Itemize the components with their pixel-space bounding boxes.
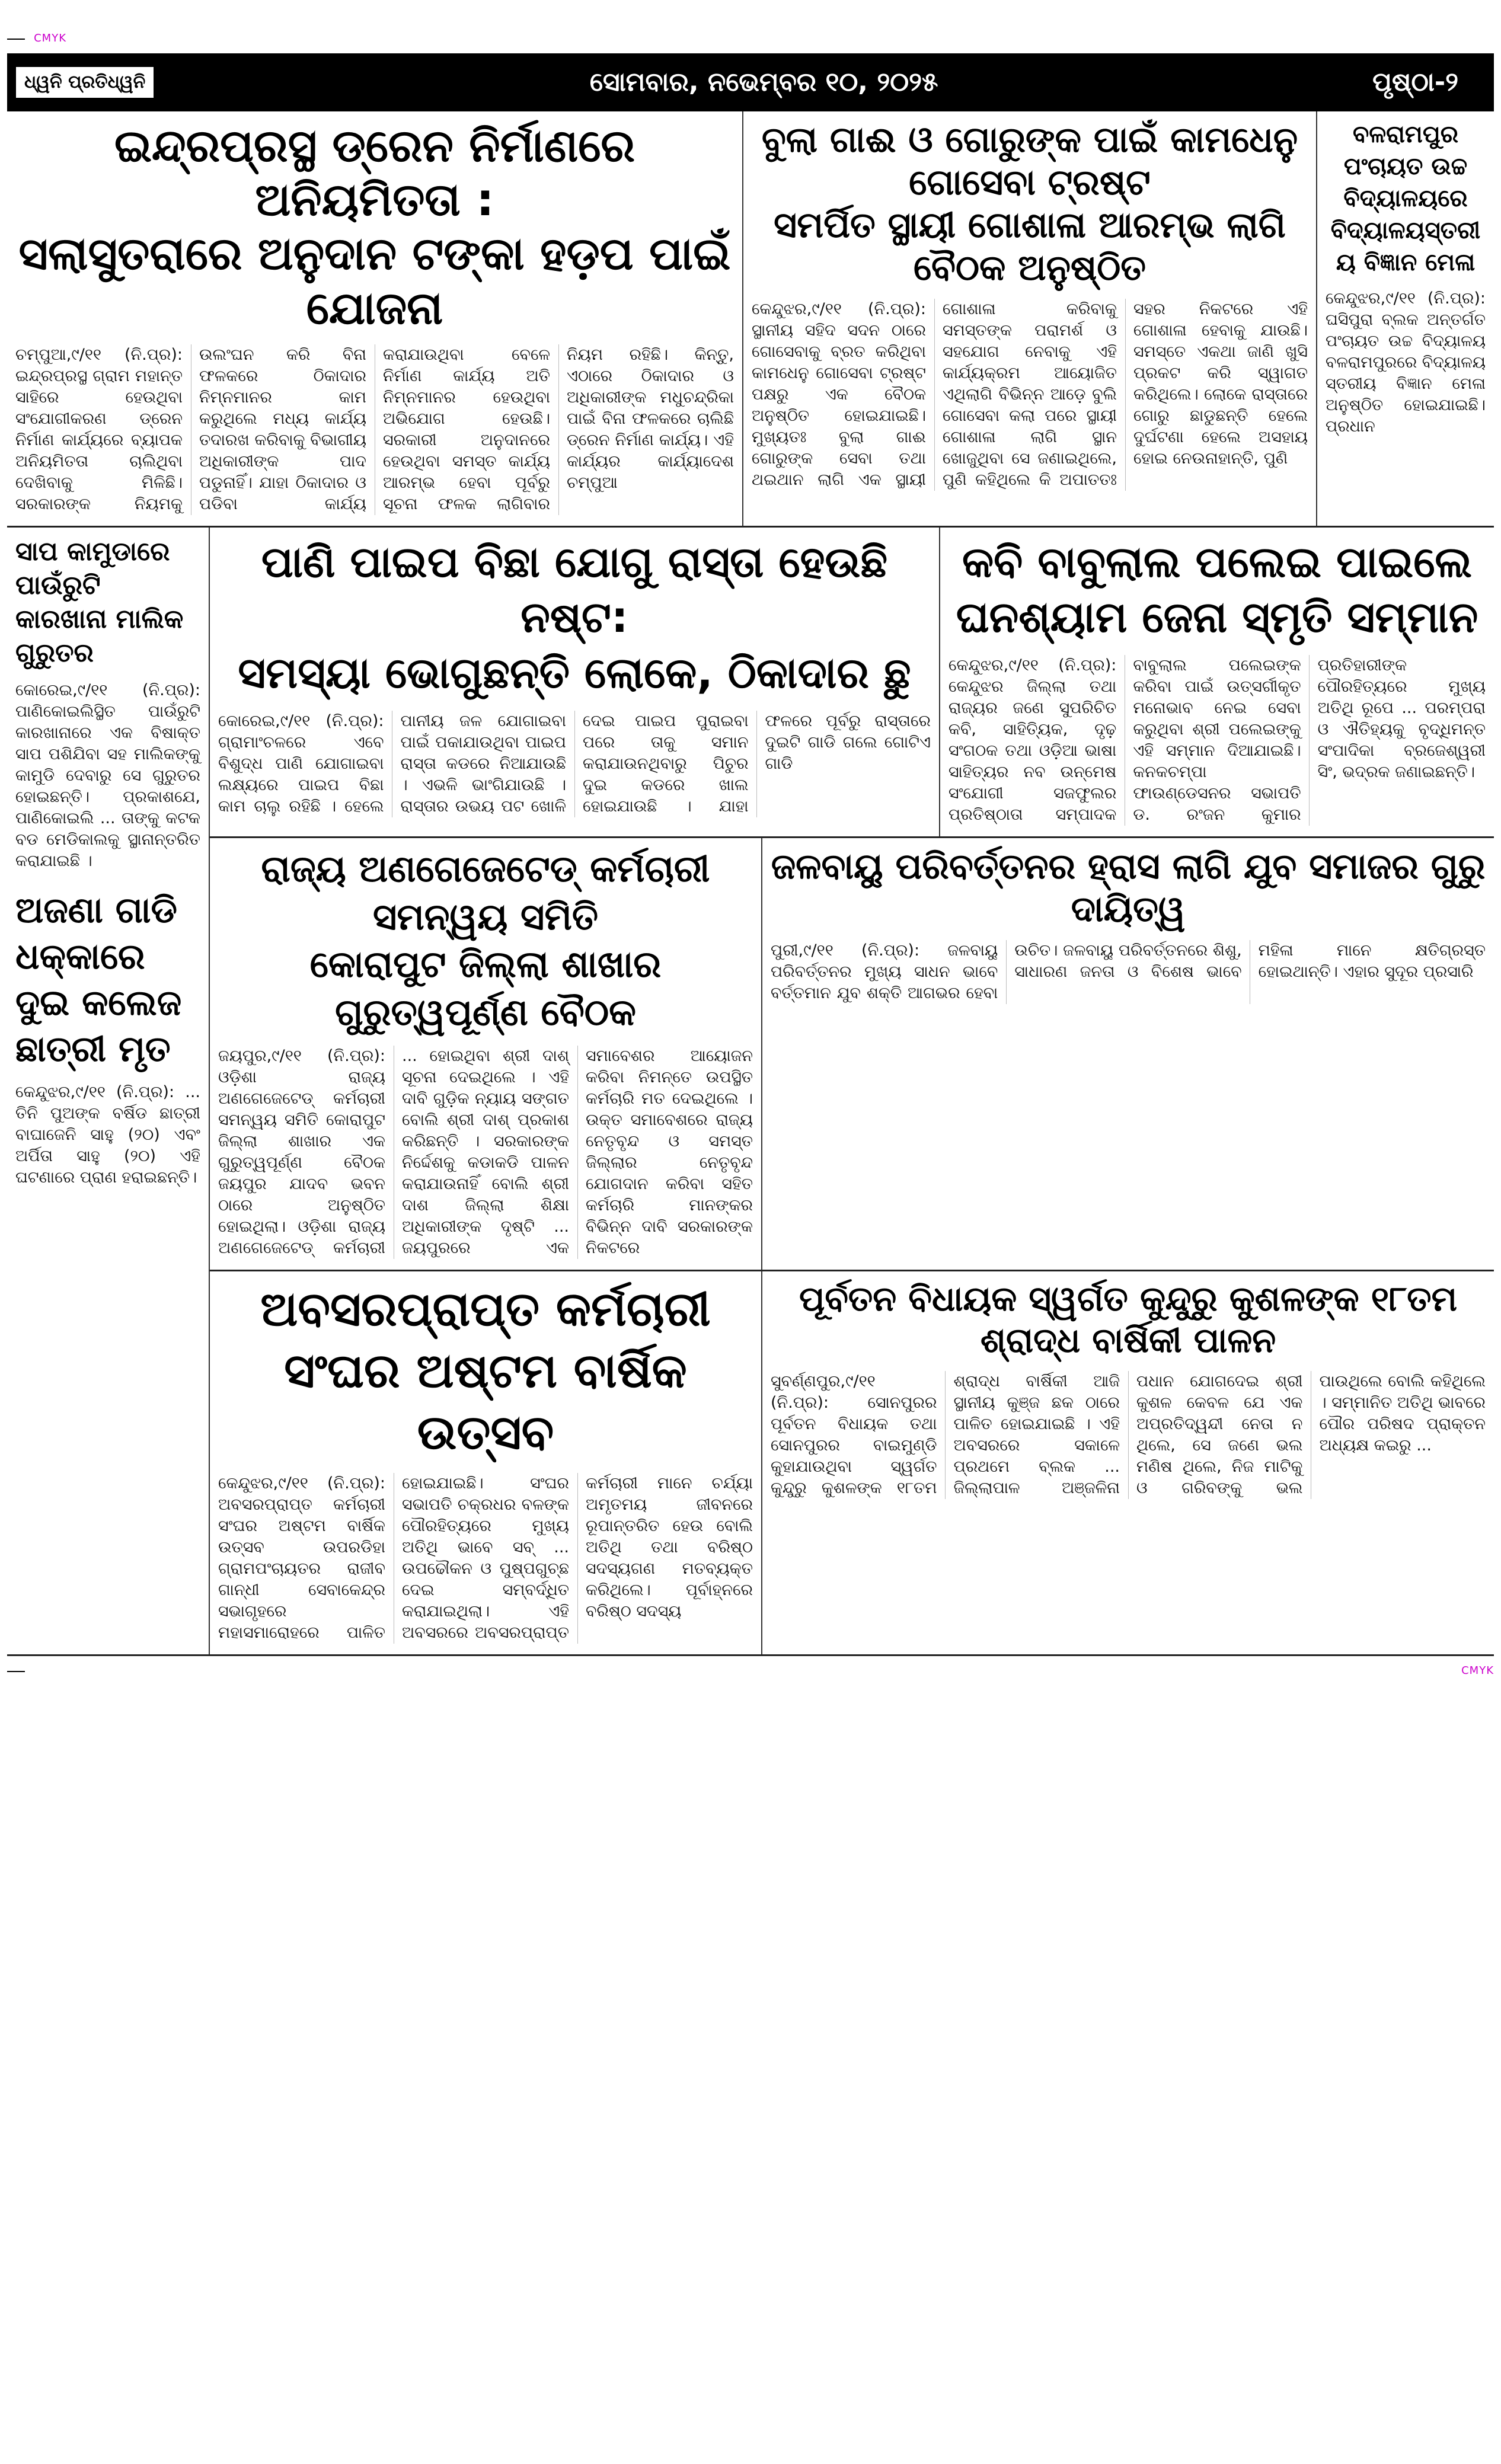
- issue-date: ସୋମବାର, ନଭେମ୍ବର ୧୦, ୨୦୨୫: [589, 67, 938, 97]
- print-mark-group: [7, 31, 66, 46]
- article-body-goseba: କେନ୍ଦୁଝର,୯/୧୧ (ନି.ପ୍ର): ସ୍ଥାନୀୟ ସହିଦ ସଦନ ଠାରେ ଗୋସେବାକୁ ବ୍ରତ କରିଥିବା କାମଧେନୁ ଗୋସେବା ଟ୍ରଷ୍ଟ ପକ୍ଷରୁ ଏକ ବୈଠକ ଅନୁଷ୍ଠିତ ହୋଇଯାଇଛି। ମୁଖ୍ୟତଃ ବୁଲା ଗାଈ ଗୋରୁଙ୍କ ସେବା ତଥା ଥଇଥାନ ଲାଗି ଏକ ସ୍ଥାୟୀ ଗୋଶାଳା କରିବାକୁ ସମସ୍ତଙ୍କ ପରାମର୍ଶ ଓ ସହଯୋଗ ନେବାକୁ ଏହି କାର୍ଯ୍ୟକ୍ରମ ଆୟୋଜିତ ଏଥିଲାଗି ବିଭିନ୍ନ ଆଡ଼େ ବୁଲି ଗୋସେବା କଲା ପରେ ସ୍ଥାୟୀ ଗୋଶାଳା ଲାଗି ସ୍ଥାନ ଖୋଜୁଥିବା ସେ ଜଣାଇଥିଲେ, ପୁଣି କହିଥିଲେ କି ଅପାତତଃ ସହର ନିକଟରେ ଏହି ଗୋଶାଳା ହେବାକୁ ଯାଉଛି। ସମସ୍ତେ ଏକଥା ଜାଣି ଖୁସି ପ୍ରକଟ କରି ସ୍ୱାଗତ କରିଥିଲେ। ଲୋକେ ରାସ୍ତାରେ ଗୋରୁ ଛାଡୁଛନ୍ତି ହେଲେ ଦୁର୍ଘଟଣା ହେଲେ ଅସହାୟ ହୋଇ ନେଉନାହାନ୍ତି, ପୁଣି: [752, 300, 1308, 489]
- article-body-climate: ପୁରୀ,୯/୧୧ (ନି.ପ୍ର): ଜଳବାୟୁ ପରିବର୍ତ୍ତନର ମୁଖ୍ୟ ସାଧନ ଭାବେ ବର୍ତ୍ତମାନ ଯୁବ ଶକ୍ତି ଆଗଭର ହେବା ଉଚିତ। ଜଳବାୟୁ ପରିବର୍ତ୍ତନରେ ଶିଶୁ, ସାଧାରଣ ଜନତା ଓ ବିଶେଷ ଭାବେ ମହିଳା ମାନେ କ୍ଷତିଗ୍ରସ୍ତ ହୋଇଥାନ୍ତି। ଏହାର ସୁଦୂର ପ୍ରସାରି: [771, 941, 1486, 1002]
- headline-snake-bite: ସାପ କାମୁଡାରେ ପାଉଁରୁଟି କାରଖାନା ମାଲିକ ଗୁରୁତର: [15, 536, 184, 669]
- headline-line: ସଲାସୁତରାରେ ଅନୁଦାନ ଟଙ୍କା ହଡ଼ପ ପାଇଁ ଯୋଜନା: [18, 227, 731, 334]
- headline-retired-employees: [218, 1279, 753, 1463]
- headline-line: ସମର୍ପିତ ସ୍ଥାୟୀ ଗୋଶାଳା ଆରମ୍ଭ ଲାଗି ବୈଠକ ଅନୁଷ୍ଠିତ: [774, 204, 1286, 289]
- newspaper-logo: ଧ୍ୱନି ପ୍ରତିଧ୍ୱନି: [14, 65, 155, 100]
- headline-line: କୋରାପୁଟ ଜିଲ୍ଲା ଶାଖାର ଗୁରୁତ୍ୱପୂର୍ଣ୍ଣ ବୈଠକ: [309, 942, 662, 1034]
- article-snake-bite: [15, 535, 200, 872]
- page-number: ପୃଷ୍ଠା-୨: [1372, 67, 1458, 97]
- section-row-lower: [7, 528, 1494, 1657]
- headline-goseba: [752, 119, 1308, 289]
- headline-line: ଅବସରପ୍ରାପ୍ତ କର୍ମଚାରୀ: [260, 1281, 711, 1337]
- headline-poet-award: [948, 535, 1486, 645]
- cmyk-registration-mark: CMYK: [1461, 1664, 1494, 1677]
- headline-line: ସଂଘର ଅଷ୍ଟମ ବାର୍ଷିକ ଉତ୍ସବ: [284, 1343, 687, 1460]
- section-row-middle: [210, 528, 1494, 838]
- headline-accident: ଅଜଣା ଗାଡି ଧକ୍କାରେ ଦୁଇ କଲେଜ ଛାତ୍ରୀ ମୃତ: [15, 889, 182, 1070]
- headline-line: ଇନ୍ଦ୍ରପ୍ରସ୍ଥ ଡ୍ରେନ ନିର୍ମାଣରେ ଅନିୟମିତତା :: [114, 119, 635, 226]
- section-row-third: [210, 838, 1494, 1271]
- article-body-poet-award: କେନ୍ଦୁଝର,୯/୧୧ (ନି.ପ୍ର): କେନ୍ଦୁଝର ଜିଲ୍ଲା ତଥା ରାଜ୍ୟର ଜଣେ ସୁପରିଚିତ କବି, ସାହିତ୍ୟିକ, ଦୃଢ଼ ସଂଗଠକ ତଥା ଓଡ଼ିଆ ଭାଷା ସାହିତ୍ୟର ନବ ଉନ୍ମେଷ ସଂଯୋଗୀ ସଜଫୁଲର ପ୍ରତିଷ୍ଠାତା ସମ୍ପାଦକ ବାବୁଲାଲ ପଲେଇଙ୍କ କରିବା ପାଇଁ ଉତ୍ସର୍ଗୀକୃତ ମନୋଭାବ ନେଇ ସେବା କରୁଥିବା ଶ୍ରୀ ପଲେଇଙ୍କୁ ଏହି ସମ୍ମାନ ଦିଆଯାଇଛି। କନକଚମ୍ପା ଫାଉଣ୍ଡେସନର ସଭାପତି ଡ. ରଂଜନ କୁମାର ପ୍ରତିହାରୀଙ୍କ ପୌରହିତ୍ୟରେ ମୁଖ୍ୟ ଅତିଥି ରୂପେ ... ପରମ୍ପରା ଓ ଐତିହ୍ୟକୁ ବୃଦ୍ଧିମନ୍ତ ସଂପାଦିକା ବ୍ରଜେଶ୍ୱରୀ ସିଂ, ଭଦ୍ରକ ଜଣାଇଛନ୍ତି।: [948, 656, 1486, 824]
- print-marks-bottom: [7, 1656, 1494, 1686]
- print-marks-top: [7, 24, 1494, 53]
- headline-science-fair: ବଳରାମପୁର ପଂଚାୟତ ଉଚ୍ଚ ବିଦ୍ୟାଳୟରେ ବିଦ୍ୟାଳୟସ୍ତରୀୟ ବିଜ୍ଞାନ ମେଳା: [1330, 121, 1481, 276]
- headline-line: ପାଣି ପାଇପ ବିଛା ଯୋଗୁ ରାସ୍ତା ହେଉଛି ନଷ୍ଟ:: [261, 536, 888, 643]
- article-body-drain: ଚମ୍ପୁଆ,୯/୧୧ (ନି.ପ୍ର): ଇନ୍ଦ୍ରପ୍ରସ୍ଥ ଗ୍ରାମ ମହାନ୍ତ ସାହିରେ ହେଉଥିବା ସଂଯୋଗୀକରଣ ଡ୍ରେନ ନିର୍ମାଣ କାର୍ଯ୍ୟରେ ବ୍ୟାପକ ଅନିୟମିତତା ଚାଲିଥିବା ଦେଖିବାକୁ ମିଳିଛି। ସରକାରଙ୍କ ନିୟମକୁ ଉଲଂଘନ କରି ବିନା ଫଳକରେ ଠିକାଦାର ନିମ୍ନମାନର କାମ କରୁଥିଲେ ମଧ୍ୟ କାର୍ଯ୍ୟ ତଦାରଖ କରିବାକୁ ବିଭାଗୀୟ ଅଧିକାରୀଙ୍କ ପାଦ ପଡୁନାହିଁ। ଯାହା ଠିକାଦାର ଓ ପଡିବା କାର୍ଯ୍ୟ କରାଯାଉଥିବା ବେଳେ ନିର୍ମାଣ କାର୍ଯ୍ୟ ଅତି ନିମ୍ନମାନର ହେଉଥିବା ଅଭିଯୋଗ ହେଉଛି। ସରକାରୀ ଅନୁଦାନରେ ହେଉଥିବା ସମସ୍ତ କାର୍ଯ୍ୟ ଆରମ୍ଭ ହେବା ପୂର୍ବରୁ ସୂଚନା ଫଳକ ଲାଗିବାର ନିୟମ ରହିଛି। କିନ୍ତୁ, ଏଠାରେ ଠିକାଦାର ଓ ଅଧିକାରୀଙ୍କ ମଧୁଚନ୍ଦ୍ରିକା ପାଇଁ ବିନା ଫଳକରେ ଚାଲିଛି ଡ୍ରେନ ନିର୍ମାଣ କାର୍ଯ୍ୟ। ଏହି କାର୍ଯ୍ୟର କାର୍ଯ୍ୟାଦେଶ ଚମ୍ପୁଆ: [15, 345, 734, 513]
- article-body-former-mla: ସୁବର୍ଣ୍ଣପୁର,୯/୧୧ (ନି.ପ୍ର): ସୋନପୁରର ପୂର୍ବତନ ବିଧାୟକ ତଥା ସୋନପୁରର ବାଇମୁଣ୍ଡି କୁହାଯାଉଥିବା ସ୍ୱର୍ଗତ କୁନ୍ଦୁରୁ କୁଶଳଙ୍କ ୧୮ତମ ଶ୍ରାଦ୍ଧ ବାର୍ଷିକୀ ଆଜି ସ୍ଥାନୀୟ କୁଞ୍ଜ ଛକ ଠାରେ ପାଳିତ ହୋଇଯାଇଛି । ଏହି ଅବସରରେ ସକାଳେ ପ୍ରଥମେ ବ୍ଲକ ... ଜିଲ୍ଲାପାଳ ଅଞ୍ଜଳିନା ପଧାନ ଯୋଗଦେଇ ଶ୍ରୀ କୁଶଳ କେବଳ ଯେ ଏକ ଅପ୍ରତିଦ୍ୱନ୍ଦୀ ନେତା ନ ଥିଲେ, ସେ ଜଣେ ଭଲ ମଣିଷ ଥିଲେ, ନିଜ ମାଟିକୁ ଓ ଗରିବଙ୍କୁ ଭଲ ପାଉଥିଲେ ବୋଲି କହିଥିଲେ । ସମ୍ମାନିତ ଅତିଥି ଭାବରେ ପୌର ପରିଷଦ ପ୍ରାକ୍ତନ ଅଧ୍ୟକ୍ଷ କଇରୁ ...: [771, 1372, 1486, 1497]
- main-area: [209, 528, 1494, 1655]
- section-row-top: [7, 111, 1494, 528]
- crop-mark: [7, 1671, 25, 1672]
- cmyk-registration-mark: CMYK: [34, 32, 66, 44]
- article-science-fair: [1316, 111, 1494, 526]
- crop-mark: [7, 39, 25, 40]
- headline-former-mla: ପୂର୍ବତନ ବିଧାୟକ ସ୍ୱର୍ଗତ କୁନ୍ଦୁରୁ କୁଶଳଙ୍କ ୧୮ତମ ଶ୍ରାଦ୍ଧ ବାର୍ଷିକୀ ପାଳନ: [799, 1279, 1458, 1360]
- left-column: [7, 528, 209, 1655]
- article-body-water-pipe: କୋରେଇ,୯/୧୧ (ନି.ପ୍ର): ଗ୍ରାମାଂଚଳରେ ଏବେ ବିଶୁଦ୍ଧ ପାଣି ଯୋଗାଇବା ଲକ୍ଷ୍ୟରେ ପାଇପ ବିଛା କାମ ଚାଲୁ ରହିଛି । ହେଲେ ପାନୀୟ ଜଳ ଯୋଗାଇବା ପାଇଁ ପକାଯାଉଥିବା ପାଇପ ରାସ୍ତା କଡରେ ନିଆଯାଉଛି । ଏଭଳି ଭାଂଗିଯାଉଛି । ରାସ୍ତାର ଉଭୟ ପଟ ଖୋଳି ଦେଇ ପାଇପ ପୁରାଇବା ପରେ ତାକୁ ସମାନ କରାଯାଉନଥିବାରୁ ପିଚୁର ଦୁଇ କଡରେ ଖାଲ ହୋଇଯାଉଛି । ଯାହା ଫଳରେ ପୂର୍ବରୁ ରାସ୍ତାରେ ଦୁଇଟି ଗାଡି ଗଲେ ଗୋଟିଏ ଗାଡି: [218, 711, 931, 816]
- article-employees-meeting: [210, 838, 761, 1270]
- article-accident: [15, 887, 200, 1188]
- article-body-employees-meeting: ଜୟପୁର,୯/୧୧ (ନି.ପ୍ର): ଓଡ଼ିଶା ରାଜ୍ୟ ଅଣଗେଜେଟେଡ୍ କର୍ମଚାରୀ ସମନ୍ୱୟ ସମିତି କୋରାପୁଟ ଜିଲ୍ଲା ଶାଖାର ଏକ ଗୁରୁତ୍ୱପୂର୍ଣ୍ଣ ବୈଠକ ଜୟପୁର ଯାଦବ ଭବନ ଠାରେ ଅନୁଷ୍ଠିତ ହୋଇଥିଲା। ଓଡ଼ିଶା ରାଜ୍ୟ ଅଣଗେଜେଟେଡ୍ କର୍ମଚାରୀ ... ହୋଇଥିବା ଶ୍ରୀ ଦାଶ୍ ସୂଚନା ଦେଇଥିଲେ । ଏହି ଦାବି ଗୁଡ଼ିକ ନ୍ୟାୟ ସଙ୍ଗତ ବୋଲି ଶ୍ରୀ ଦାଶ୍ ପ୍ରକାଶ କରିଛନ୍ତି । ସରକାରଙ୍କ ନିର୍ଦ୍ଦେଶକୁ କଡାକଡି ପାଳନ କରାଯାଉନାହିଁ ବୋଲି ଶ୍ରୀ ଦାଶ ଜିଲ୍ଲା ଶିକ୍ଷା ଅଧିକାରୀଙ୍କ ଦୃଷ୍ଟି ... ଜୟପୁରରେ ଏକ ସମାବେଶର ଆୟୋଜନ କରିବା ନିମନ୍ତେ ଉପସ୍ଥିତ କର୍ମଚାରି ମତ ଦେଇଥିଲେ । ଉକ୍ତ ସମାବେଶରେ ରାଜ୍ୟ ନେତୃବୃନ୍ଦ ଓ ସମସ୍ତ ଜିଲ୍ଲାର ନେତୃବୃନ୍ଦ ଯୋଗଦାନ କରିବା ସହିତ କର୍ମଚାରି ମାନଙ୍କର ବିଭିନ୍ନ ଦାବି ସରକାରଙ୍କ ନିକଟରେ: [218, 1047, 753, 1258]
- article-retired-employees: [210, 1271, 761, 1654]
- headline-climate: ଜଳବାୟୁ ପରିବର୍ତ୍ତନର ହ୍ରାସ ଲାଗି ଯୁବ ସମାଜର ଗୁରୁ ଦାୟିତ୍ୱ: [771, 845, 1486, 930]
- article-goseba: [742, 111, 1316, 526]
- masthead: [7, 53, 1494, 111]
- article-poet-award: [939, 528, 1494, 836]
- article-water-pipe: [210, 528, 939, 836]
- headline-line: ସମସ୍ୟା ଭୋଗୁଛନ୍ତି ଲୋକେ, ଠିକାଦାର ଛୁ: [238, 647, 911, 698]
- article-body-accident: କେନ୍ଦୁଝର,୯/୧୧ (ନି.ପ୍ର): ... ତିନି ପୁଅଙ୍କ ବର୍ଷିଡ ଛାତ୍ରୀ ବାଘାଜେନି ସାହୁ (୨୦) ଏବଂ ଅର୍ପିତା ସାହୁ (୨୦) ଏହି ଘଟଣାରେ ପ୍ରାଣ ହରାଇଛନ୍ତି।: [15, 1082, 200, 1187]
- headline-drain: [15, 119, 734, 335]
- article-climate: [761, 838, 1494, 1270]
- headline-line: ବୁଲା ଗାଈ ଓ ଗୋରୁଙ୍କ ପାଇଁ କାମଧେନୁ ଗୋସେବା ଟ୍ରଷ୍ଟ: [761, 119, 1298, 203]
- headline-line: କବି ବାବୁଲାଲ ପଲେଇ ପାଇଲେ: [962, 536, 1473, 587]
- article-body-retired-employees: କେନ୍ଦୁଝର,୯/୧୧ (ନି.ପ୍ର): ଅବସରପ୍ରାପ୍ତ କର୍ମଚାରୀ ସଂଘର ଅଷ୍ଟମ ବାର୍ଷିକ ଉତ୍ସବ ଉପରଡିହା ଗ୍ରାମପଂଚାୟତର ରାଜୀବ ଗାନ୍ଧୀ ସେବାକେନ୍ଦ୍ର ସଭାଗୃହରେ ମହାସମାରୋହରେ ପାଳିତ ହୋଇଯାଇଛି। ସଂଘର ସଭାପତି ଚକ୍ରଧର ବଳଙ୍କ ପୌରହିତ୍ୟରେ ମୁଖ୍ୟ ଅତିଥି ଭାବେ ସବ୍ ... ଉପଢୌକନ ଓ ପୁଷ୍ପଗୁଚ୍ଛ ଦେଇ ସମ୍ବର୍ଦ୍ଧିତ କରାଯାଇଥିଲା। ଏହି ଅବସରରେ ଅବସରପ୍ରାପ୍ତ କର୍ମଚାରୀ ମାନେ ଚର୍ଯ୍ୟା ଅମୃତମୟ ଜୀବନରେ ରୂପାନ୍ତରିତ ହେଉ ବୋଲି ଅତିଥି ତଥା ବରିଷ୍ଠ ସଦସ୍ୟଗଣ ମତବ୍ୟକ୍ତ କରିଥିଲେ। ପୂର୍ବାହ୍ନରେ ବରିଷ୍ଠ ସଦସ୍ୟ: [218, 1474, 753, 1642]
- headline-line: ଘନଶ୍ୟାମ ଜେନା ସ୍ମୃତି ସମ୍ମାନ: [956, 592, 1478, 643]
- headline-employees-meeting: [218, 845, 753, 1036]
- article-former-mla: [761, 1271, 1494, 1654]
- article-drain: [7, 111, 742, 526]
- headline-water-pipe: [218, 535, 931, 701]
- article-body-science-fair: କେନ୍ଦୁଝର,୯/୧୧ (ନି.ପ୍ର): ଘସିପୁରା ବ୍ଲକ ଅନ୍ତର୍ଗତ ପଂଚାୟତ ଉଚ୍ଚ ବିଦ୍ୟାଳୟ ବଳରାମପୁରରେ ବିଦ୍ୟାଳୟ ସ୍ତରୀୟ ବିଜ୍ଞାନ ମେଳା ଅନୁଷ୍ଠିତ ହୋଇଯାଇଛି। ପ୍ରଧାନ: [1326, 289, 1486, 436]
- headline-line: ରାଜ୍ୟ ଅଣଗେଜେଟେଡ୍ କର୍ମଚାରୀ ସମନ୍ୱୟ ସମିତି: [261, 846, 710, 938]
- print-mark-group: [7, 1666, 31, 1677]
- section-row-bottom: [210, 1271, 1494, 1654]
- article-body-snake-bite: କୋରେଇ,୯/୧୧ (ନି.ପ୍ର): ପାଣିକୋଇଲିସ୍ଥିତ ପାଉଁରୁଟି କାରଖାନାରେ ଏକ ବିଷାକ୍ତ ସାପ ପଶିଯିବା ସହ ମାଲିକଙ୍କୁ କାମୁଡି ଦେବାରୁ ସେ ଗୁରୁତର ହୋଇଛନ୍ତି। ପ୍ରକାଶଯେ, ପାଣିକୋଇଲି ... ତାଙ୍କୁ କଟକ ବଡ ମେଡିକାଲକୁ ସ୍ଥାନାନ୍ତରିତ କରାଯାଇଛି ।: [15, 680, 200, 870]
